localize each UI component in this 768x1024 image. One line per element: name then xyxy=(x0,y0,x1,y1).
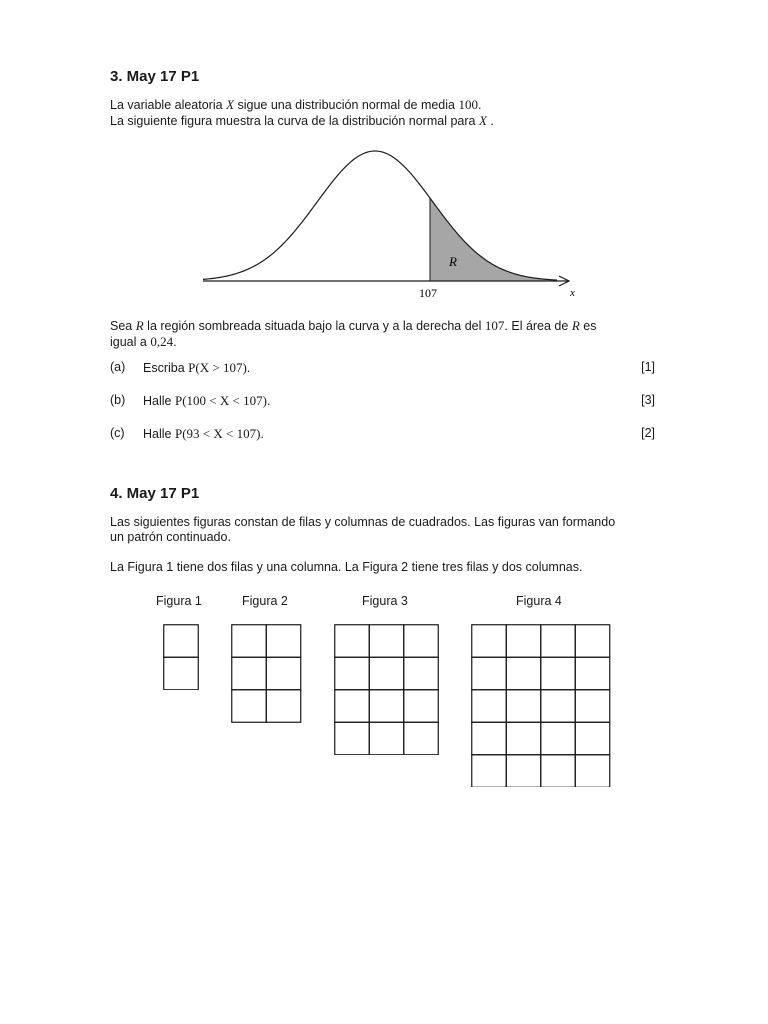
part-text: Escriba P(X > 107). xyxy=(143,360,251,375)
q3-intro-line-1 xyxy=(110,97,481,113)
figure-4-label: Figura 4 xyxy=(516,594,562,608)
q3-body-text-3: . El área de xyxy=(504,319,569,333)
q3-part-c xyxy=(110,426,655,442)
q3-body-text-4: es xyxy=(583,319,597,333)
grid-square xyxy=(506,657,541,690)
part-text: Halle P(100 < X < 107). xyxy=(143,393,271,408)
marks: [3] xyxy=(641,393,655,407)
grid-square xyxy=(541,755,576,787)
grid-square xyxy=(232,657,267,690)
grid-square xyxy=(164,625,199,658)
marks: [2] xyxy=(641,426,655,440)
grid-square xyxy=(575,690,610,723)
grid-square xyxy=(472,690,507,723)
normal-curve xyxy=(203,151,557,280)
q4-line-3: La Figura 1 tiene dos filas y una columna. La Figura 2 tiene tres filas y dos columnas. xyxy=(110,560,583,574)
grid-square xyxy=(232,690,267,723)
grid-square xyxy=(575,755,610,787)
x-axis-label: x xyxy=(570,287,575,299)
grid-square xyxy=(404,625,439,658)
grid-square xyxy=(335,657,370,690)
figure-2-label: Figura 2 xyxy=(242,594,288,608)
figure-1-label: Figura 1 xyxy=(156,594,202,608)
grid-square xyxy=(472,657,507,690)
grid-square xyxy=(266,657,301,690)
tick-label-107: 107 xyxy=(419,286,437,300)
q3-var-r: R xyxy=(135,318,144,333)
marks: [1] xyxy=(641,360,655,374)
grid-square xyxy=(164,657,199,690)
figure-4-grid xyxy=(471,624,612,787)
q3-area-value: 0,24 xyxy=(150,334,174,349)
grid-square xyxy=(506,722,541,755)
q4-heading: 4. May 17 P1 xyxy=(110,485,200,502)
figure-2-grid xyxy=(231,624,302,723)
figure-3-grid xyxy=(334,624,440,755)
part-label: (c) xyxy=(110,426,125,440)
grid-square xyxy=(541,625,576,658)
grid-square xyxy=(575,625,610,658)
q3-body-line-1 xyxy=(110,318,596,334)
grid-square xyxy=(369,722,404,755)
q3-body-text: Sea xyxy=(110,319,133,333)
figure-1-grid xyxy=(163,624,199,690)
grid-square xyxy=(575,722,610,755)
q4-line-1: Las siguientes figuras constan de filas y columnas de cuadrados. Las figuras van formando xyxy=(110,515,616,529)
grid-square xyxy=(369,657,404,690)
q3-value-107: 107 xyxy=(484,318,505,333)
grid-square xyxy=(472,755,507,787)
normal-curve-figure xyxy=(195,140,590,305)
grid-square xyxy=(541,722,576,755)
q3-period-2: . xyxy=(490,114,494,128)
grid-square xyxy=(506,690,541,723)
region-label: R xyxy=(449,254,457,269)
q3-var-r-2: R xyxy=(571,318,580,333)
q3-period-3: . xyxy=(173,335,177,349)
q3-var-x: X xyxy=(226,97,235,112)
grid-square xyxy=(369,690,404,723)
part-text: Halle P(93 < X < 107). xyxy=(143,426,264,441)
grid-square xyxy=(266,690,301,723)
part-label: (a) xyxy=(110,360,126,374)
grid-square xyxy=(404,690,439,723)
grid-square xyxy=(335,722,370,755)
grid-square xyxy=(335,690,370,723)
grid-square xyxy=(575,657,610,690)
part-label: (b) xyxy=(110,393,126,407)
q3-mean: 100 xyxy=(458,97,478,112)
grid-square xyxy=(404,722,439,755)
grid-square xyxy=(506,625,541,658)
q3-intro-text-3: La siguiente figura muestra la curva de la distribución normal para xyxy=(110,114,476,128)
q3-body-text-5: igual a xyxy=(110,335,147,349)
q3-intro-line-2 xyxy=(110,113,494,129)
grid-square xyxy=(335,625,370,658)
grid-square xyxy=(506,755,541,787)
q4-line-2: un patrón continuado. xyxy=(110,530,231,544)
q3-body-text-2: la región sombreada situada bajo la curva y a la derecha del xyxy=(147,319,482,333)
grid-square xyxy=(266,625,301,658)
q3-period: . xyxy=(477,98,482,112)
q3-var-x-2: X xyxy=(478,113,487,128)
q3-part-b xyxy=(110,393,655,409)
grid-square xyxy=(472,722,507,755)
q3-intro-text-2: sigue una distribución normal de media xyxy=(237,98,455,112)
grid-square xyxy=(472,625,507,658)
q3-intro-text: La variable aleatoria xyxy=(110,98,223,112)
grid-square xyxy=(404,657,439,690)
grid-square xyxy=(541,657,576,690)
figure-3-label: Figura 3 xyxy=(362,594,408,608)
grid-square xyxy=(541,690,576,723)
q3-body-line-2 xyxy=(110,334,177,350)
grid-square xyxy=(232,625,267,658)
q3-part-a xyxy=(110,360,655,376)
grid-square xyxy=(369,625,404,658)
q3-heading: 3. May 17 P1 xyxy=(110,68,200,85)
